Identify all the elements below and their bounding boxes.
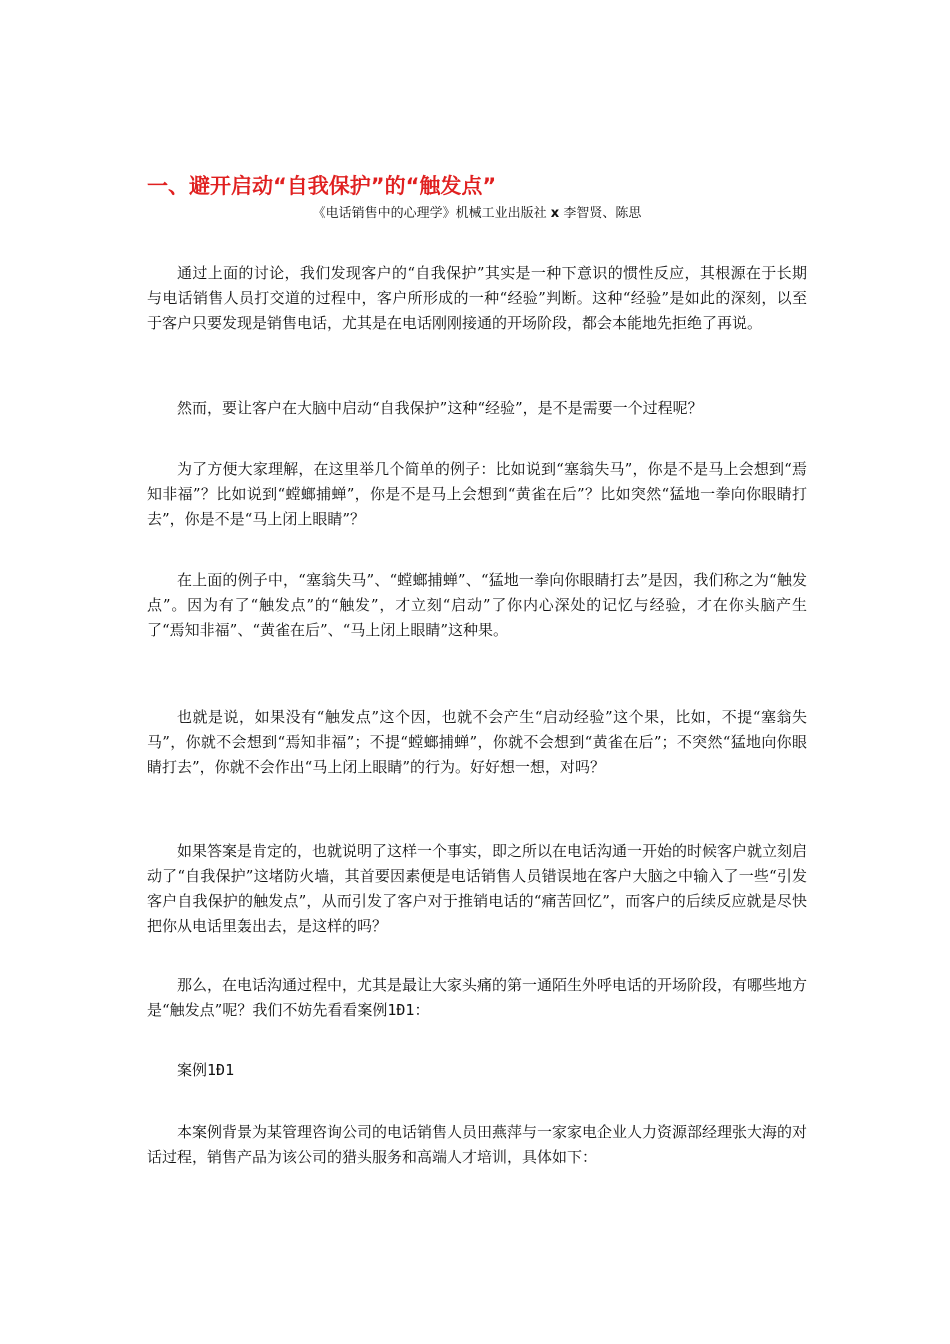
case-reference: 1Ð1 [387, 1001, 415, 1019]
paragraph-with-case-ref [147, 973, 807, 1023]
paragraph-text: 那么，在电话沟通过程中，尤其是最让大家头痛的第一通陌生外呼电话的开场阶段，有哪些地方是“触发点”呢？我们不妨先看看案例 [147, 976, 808, 1019]
case-heading [147, 1058, 807, 1083]
paragraph: 在上面的例子中，“塞翁失马”、“螳螂捕蝉”、“猛地一拳向你眼睛打去”是因，我们称之为“触发点”。因为有了“触发点”的“触发”，才立刻“启动”了你内心深处的记忆与经验，才在你头脑产生了“焉知非福”、“黄雀在后”、“马上闭上眼睛”这种果。 [147, 571, 807, 639]
source-line [147, 205, 807, 223]
paragraph: 通过上面的讨论，我们发现客户的“自我保护”其实是一种下意识的惯性反应，其根源在于长期与电话销售人员打交道的过程中，客户所形成的一种“经验”判断。这种“经验”是如此的深刻，以至于客户只要发现是销售电话，尤其是在电话刚刚接通的开场阶段，都会本能地先拒绝了再说。 [147, 264, 807, 332]
paragraph: 本案例背景为某管理咨询公司的电话销售人员田燕萍与一家家电企业人力资源部经理张大海的对话过程，销售产品为该公司的猎头服务和高端人才培训，具体如下： [147, 1123, 808, 1166]
paragraph-end: ： [414, 1001, 430, 1019]
paragraph: 如果答案是肯定的，也就说明了这样一个事实，即之所以在电话沟通一开始的时候客户就立刻启动了“自我保护”这堵防火墙，其首要因素便是电话销售人员错误地在客户大脑之中输入了一些“引发客户自我保护的触发点”，从而引发了客户对于推销电话的“痛苦回忆”，而客户的后续反应就是尽快把你从电话里轰出去，是这样的吗？ [147, 842, 808, 935]
document-title: 一、避开启动“自我保护”的“触发点” [147, 174, 497, 198]
paragraph: 为了方便大家理解，在这里举几个简单的例子：比如说到“塞翁失马”，你是不是马上会想到“焉知非福”？比如说到“螳螂捕蝉”，你是不是马上会想到“黄雀在后”？比如突然“猛地一拳向你眼睛打去”，你是不是“马上闭上眼睛”？ [147, 460, 807, 528]
source-publication: 《电话销售中的心理学》机械工业出版社 [312, 206, 547, 221]
source-authors: 李智贤、陈思 [563, 206, 642, 221]
paragraph: 然而，要让客户在大脑中启动“自我保护”这种“经验”，是不是需要一个过程呢？ [177, 399, 703, 417]
paragraph: 也就是说，如果没有“触发点”这个因，也就不会产生“启动经验”这个果，比如，不提“塞翁失马”，你就不会想到“焉知非福”；不提“螳螂捕蝉”，你就不会想到“黄雀在后”；不突然“猛地向你眼睛打去”，你就不会作出“马上闭上眼睛”的行为。好好想一想，对吗？ [147, 708, 807, 776]
case-label: 案例 [177, 1061, 208, 1079]
case-number: 1Ð1 [207, 1061, 235, 1079]
source-separator: x [550, 206, 560, 221]
